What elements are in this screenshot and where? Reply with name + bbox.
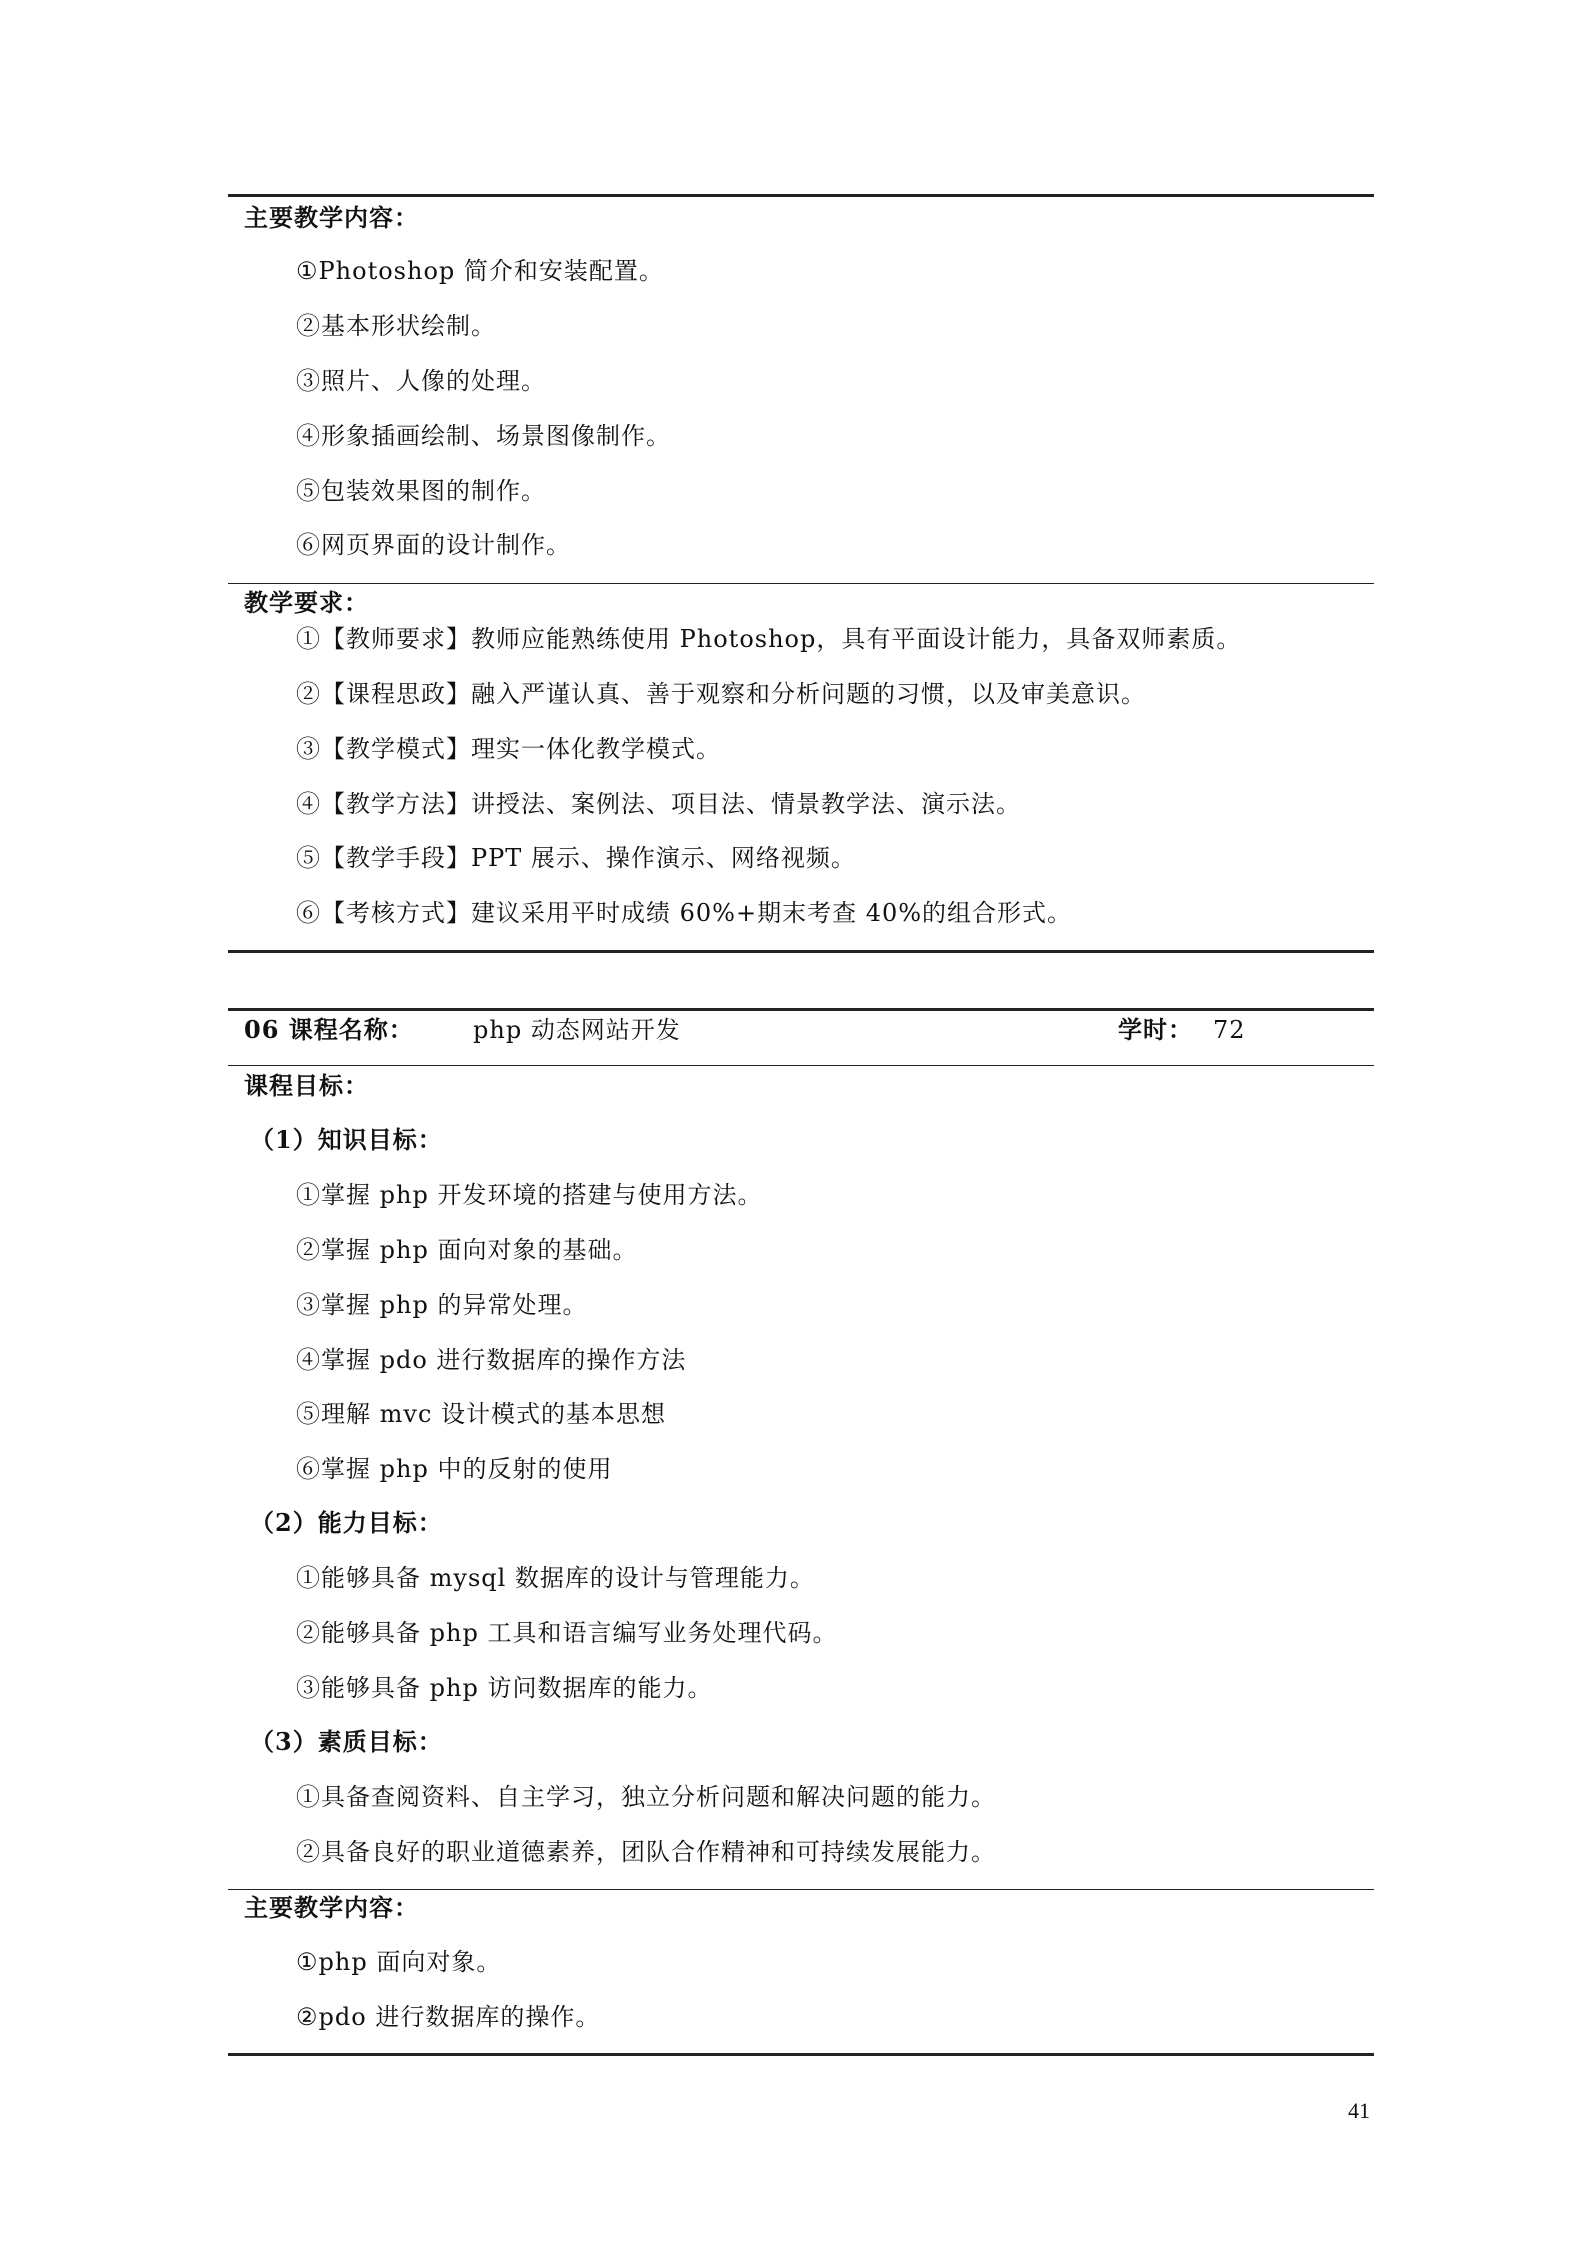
requirement-item: ②【课程思政】融入严谨认真、善于观察和分析问题的习惯，以及审美意识。 (296, 680, 1146, 708)
requirement-item: ①【教师要求】教师应能熟练使用 Photoshop，具有平面设计能力，具备双师素质。 (296, 625, 1242, 653)
course-label: 06 课程名称： (244, 1015, 414, 1044)
goal-heading: 课程目标： (244, 1071, 369, 1100)
knowledge-item: ②掌握 php 面向对象的基础。 (296, 1236, 638, 1264)
ability-item: ②能够具备 php 工具和语言编写业务处理代码。 (296, 1619, 838, 1647)
knowledge-item: ⑥掌握 php 中的反射的使用 (296, 1455, 613, 1483)
table-top-rule (228, 194, 1374, 197)
section-divider (228, 583, 1374, 584)
ability-heading: （2）能力目标： (250, 1508, 443, 1537)
knowledge-item: ⑤理解 mvc 设计模式的基本思想 (296, 1400, 667, 1428)
knowledge-item: ④掌握 pdo 进行数据库的操作方法 (296, 1346, 687, 1374)
table-bottom-rule (228, 950, 1374, 953)
content-item: ⑤包装效果图的制作。 (296, 477, 546, 505)
quality-item: ①具备查阅资料、自主学习，独立分析问题和解决问题的能力。 (296, 1783, 996, 1811)
course-name: php 动态网站开发 (473, 1016, 681, 1044)
content-item: ①php 面向对象。 (296, 1948, 502, 1976)
content-heading: 主要教学内容： (244, 1893, 419, 1922)
page-number: 41 (1348, 2098, 1370, 2123)
hours-label: 学时： (1118, 1015, 1193, 1044)
content-heading: 主要教学内容： (244, 203, 419, 232)
quality-heading: （3）素质目标： (250, 1727, 443, 1756)
quality-item: ②具备良好的职业道德素养，团队合作精神和可持续发展能力。 (296, 1838, 996, 1866)
ability-item: ③能够具备 php 访问数据库的能力。 (296, 1674, 713, 1702)
content-item: ③照片、人像的处理。 (296, 367, 546, 395)
hours-value: 72 (1213, 1016, 1246, 1044)
content-item: ①Photoshop 简介和安装配置。 (296, 257, 664, 285)
section-divider (228, 1065, 1374, 1066)
requirement-item: ③【教学模式】理实一体化教学模式。 (296, 735, 721, 763)
requirement-item: ⑤【教学手段】PPT 展示、操作演示、网络视频。 (296, 844, 856, 872)
section-divider (228, 1889, 1374, 1890)
knowledge-item: ③掌握 php 的异常处理。 (296, 1291, 588, 1319)
ability-item: ①能够具备 mysql 数据库的设计与管理能力。 (296, 1564, 815, 1592)
table-bottom-rule (228, 2053, 1374, 2056)
knowledge-item: ①掌握 php 开发环境的搭建与使用方法。 (296, 1181, 763, 1209)
content-item: ⑥网页界面的设计制作。 (296, 531, 571, 559)
requirement-item: ⑥【考核方式】建议采用平时成绩 60%+期末考查 40%的组合形式。 (296, 899, 1073, 927)
content-item: ②基本形状绘制。 (296, 312, 496, 340)
knowledge-heading: （1）知识目标： (250, 1125, 443, 1154)
content-item: ④形象插画绘制、场景图像制作。 (296, 422, 671, 450)
requirements-heading: 教学要求： (244, 588, 369, 617)
content-item: ②pdo 进行数据库的操作。 (296, 2003, 601, 2031)
table-top-rule (228, 1008, 1374, 1011)
requirement-item: ④【教学方法】讲授法、案例法、项目法、情景教学法、演示法。 (296, 790, 1021, 818)
